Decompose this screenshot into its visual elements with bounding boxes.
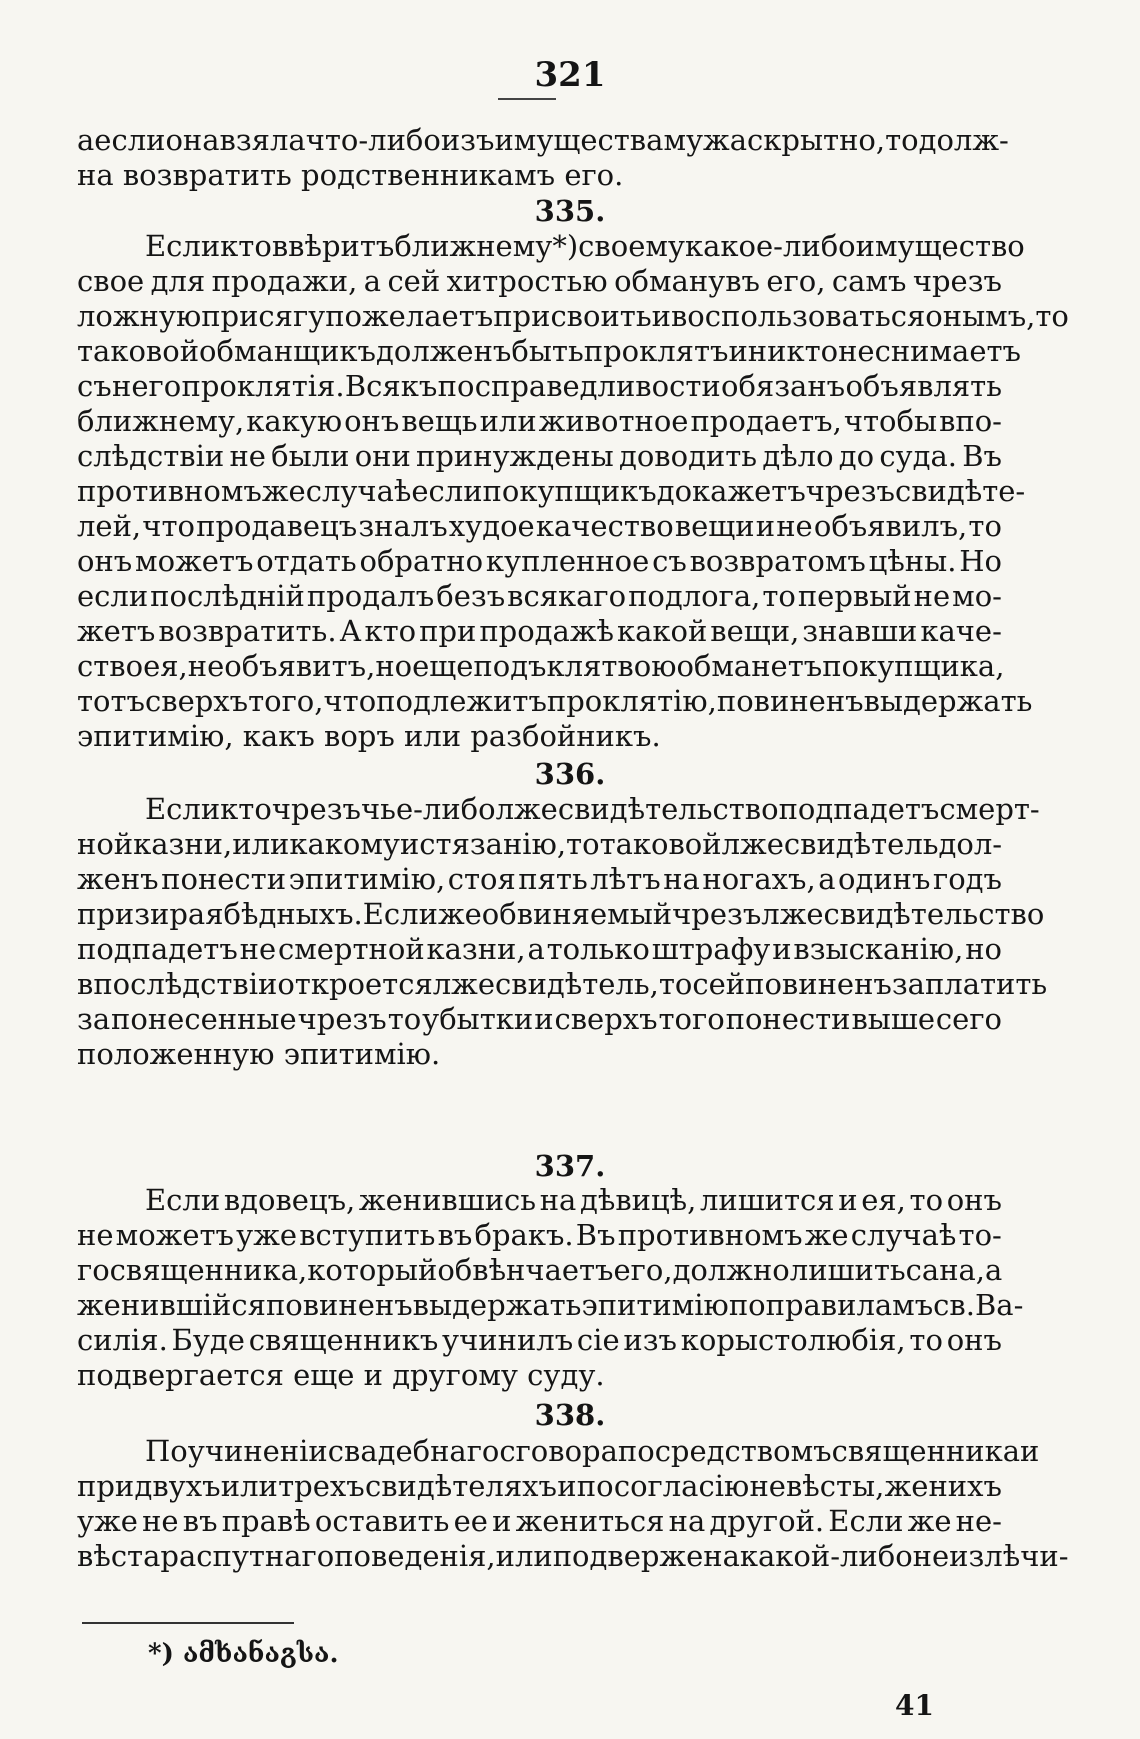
paragraph-336 [77, 792, 1048, 1072]
text-line: Если кто чрезъ чье-либо лжесвидѣтельство подпадетъ смерт- [145, 792, 1040, 826]
section-number-338: 338. [534, 1398, 606, 1432]
footnote-rule [82, 1622, 294, 1624]
text-line: слѣдствіи не были они принуждены доводить дѣло до суда. Въ [77, 439, 1002, 473]
paragraph-intro [77, 123, 1009, 193]
text-line: положенную эпитимію. [77, 1037, 441, 1071]
text-line: таковой обманщикъ долженъ быть проклятъ и никто не снимаетъ [77, 334, 1021, 368]
text-line: Если вдовецъ, женившись на дѣвицѣ, лишится и ея, то онъ [145, 1183, 1002, 1217]
text-line: призирая бѣдныхъ. Если же обвиняемый чрезъ лжесвидѣтельство [77, 897, 1045, 931]
text-line: женившійся повиненъ выдержать эпитимію по правиламъ св. Ва- [77, 1288, 1024, 1322]
text-line: го священника, который обвѣнчаетъ его, должно лишить сана, а [77, 1253, 1003, 1287]
text-line: при двухъ или трехъ свидѣтеляхъ и по согласію невѣсты, женихъ [77, 1469, 1002, 1503]
text-line: если послѣдній продалъ безъ всякаго подлога, то первый не мо- [77, 579, 1002, 613]
text-line: подпадетъ не смертной казни, а только штрафу и взысканію, но [77, 932, 1002, 966]
text-line: онъ можетъ отдать обратно купленное съ возвратомъ цѣны. Но [77, 544, 1002, 578]
text-line: а если она взяла что-либо изъ имущества мужа скрытно, то долж- [77, 123, 1009, 157]
footnote: *) ამხანაგსა. [148, 1639, 339, 1669]
text-line: Если кто ввѣритъ ближнему *) своему какое-либо имущество [145, 229, 1025, 263]
text-line: ложную присягу пожелаетъ присвоить и воспользоваться онымъ, то [77, 299, 1069, 333]
text-line: впослѣдствіи откроется лжесвидѣтель, то сей повиненъ заплатить [77, 967, 1048, 1001]
section-number-337: 337. [534, 1149, 606, 1183]
text-line: ной казни, или какому истязанію, то таковой лжесвидѣтель дол- [77, 827, 1003, 861]
text-line: ближнему, какую онъ вещь или животное продаетъ, чтобы впо- [77, 404, 1002, 438]
paragraph-338 [77, 1434, 1069, 1574]
text-line: свое для продажи, а сей хитростью обманувъ его, самъ чрезъ [77, 264, 1002, 298]
text-line: жетъ возвратить. А кто при продажѣ какой вещи, знавши каче- [77, 614, 1002, 648]
text-line: вѣста распутнаго поведенія, или подвержена какой-либо неизлѣчи- [77, 1539, 1069, 1573]
text-line: ство ея, не объявитъ, но еще подъ клятвою обманетъ покупщика, [77, 649, 1005, 683]
text-line: тотъ сверхъ того, что подлежитъ проклятію, повиненъ выдержать [77, 684, 1033, 718]
text-line: подвергается еще и другому суду. [77, 1358, 605, 1392]
text-line: силія. Буде священникъ учинилъ сіе изъ корыстолюбія, то онъ [77, 1323, 1002, 1357]
page-number: 321 [534, 55, 606, 95]
text-line: лей, что продавецъ зналъ худое качество вещи и не объявилъ, то [77, 509, 1002, 543]
text-line: не можетъ уже вступить въ бракъ. Въ противномъ же случаѣ то- [77, 1218, 1002, 1252]
text-line: эпитимію, какъ воръ или разбойникъ. [77, 719, 661, 753]
text-line: женъ понести эпитимію, стоя пять лѣтъ на ногахъ, а одинъ годъ [77, 862, 1002, 896]
text-line: на возвратить родственникамъ его. [77, 158, 624, 192]
paragraph-337 [77, 1183, 1024, 1393]
text-line: за понесенные чрезъ то убытки и сверхъ того понести выше сего [77, 1002, 1002, 1036]
text-line: съ него проклятія. Всякъ по справедливости обязанъ объявлять [77, 369, 1002, 403]
section-number-336: 336. [534, 757, 606, 791]
printer-signature: 41 [895, 1689, 934, 1722]
page-number-ornament [498, 98, 556, 100]
text-line: противномъ же случаѣ если покупщикъ докажетъ чрезъ свидѣте- [77, 474, 1026, 508]
text-line: уже не въ правѣ оставить ее и жениться на другой. Если же не- [77, 1504, 1002, 1538]
section-number-335: 335. [534, 194, 606, 228]
paragraph-335 [77, 229, 1069, 754]
text-line: По учиненіи свадебнаго сговора посредствомъ священника и [145, 1434, 1040, 1468]
